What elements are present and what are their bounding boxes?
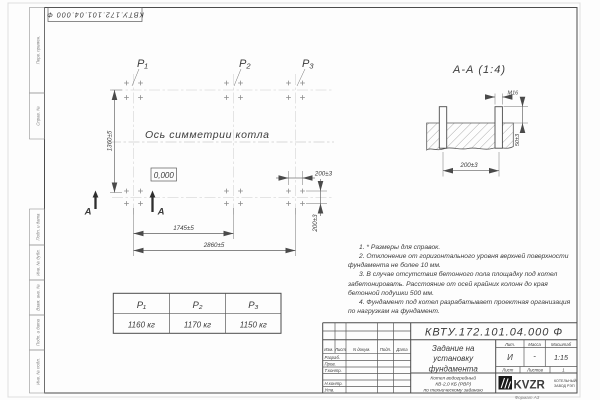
lit-value: И <box>507 353 513 362</box>
load-table-value-p1: 1160 кг <box>127 320 155 330</box>
product-line3: по техническому заданию <box>423 388 483 394</box>
margin-label-inv-podl: Инв. № подл. <box>35 358 41 385</box>
load-table <box>113 293 281 333</box>
drawing-title-line2: установку <box>433 354 474 364</box>
note-2: 2. Отклонение от горизонтального уровня верхней поверхности фундамента не более 10 мм. <box>348 253 569 270</box>
product-line1: Котел водогрейный <box>430 376 477 382</box>
margin-stamps <box>30 8 45 394</box>
foundation-plan <box>84 58 334 256</box>
scale-value: 1:15 <box>554 353 568 362</box>
svg-text:1360±5: 1360±5 <box>106 130 114 152</box>
plan-label-p2: P₂ <box>239 58 251 70</box>
section-view <box>427 64 528 177</box>
anchor-bolt-right <box>495 107 502 149</box>
svg-text:200±3: 200±3 <box>312 214 319 232</box>
drawing-title-line3: фундамента <box>428 364 478 374</box>
margin-label-podp-data-1: Подп. и дата <box>35 213 41 241</box>
logo-text: KVZR <box>513 379 545 392</box>
product-line2: КВ-2,0 КБ (РВР) <box>435 382 472 388</box>
load-table-header-p2: P₂ <box>192 300 203 311</box>
note-1: 1. * Размеры для справок. <box>359 244 441 251</box>
load-table-value-p3: 1150 кг <box>239 320 267 330</box>
section-cut-marks <box>84 191 165 218</box>
format-label: Формат А3 <box>514 394 540 400</box>
title-block <box>323 323 577 400</box>
anchor-bolt-marks <box>124 81 305 206</box>
section-letter-right: А <box>157 206 165 218</box>
drawing-title-line1: Задание на <box>431 343 475 353</box>
notes-block <box>348 243 579 316</box>
plan-label-p3: P₃ <box>302 58 314 70</box>
svg-text:50±3: 50±3 <box>515 133 521 147</box>
row-prov: Пров. <box>324 361 336 367</box>
dim-200-section <box>443 152 499 177</box>
section-title: А-А (1:4) <box>453 64 507 76</box>
load-table-value-p2: 1170 кг <box>183 320 212 330</box>
section-letter-left: А <box>84 206 92 218</box>
sheets-value: 1 <box>562 367 565 373</box>
plan-label-p1: P₁ <box>137 58 148 70</box>
anchor-bolt-left <box>439 107 446 149</box>
svg-text:200±3: 200±3 <box>460 162 478 170</box>
col-izm: Изм. <box>324 346 334 352</box>
margin-label-sprav-n: Справ. № <box>35 106 41 126</box>
note-4: 4. Фундамент под котел разрабатывает проектная организация по нагрузкам на фундамент. <box>348 298 571 316</box>
sheets-label: Листов <box>527 367 543 373</box>
row-tkontr: Т.контр. <box>324 368 342 374</box>
title-block-doc-number: КВТУ.172.101.04.000 Ф <box>424 326 564 339</box>
dim-200-horizontal <box>276 171 333 186</box>
thread-label: М16 <box>507 90 519 97</box>
margin-label-podp-data-2: Подп. и дата <box>35 319 41 346</box>
svg-text:200±3: 200±3 <box>314 170 333 178</box>
row-utv: Утв. <box>324 387 335 393</box>
elevation-mark: 0,000 <box>153 170 174 180</box>
mass-label: Масса <box>528 341 541 347</box>
top-doc-number: КВТУ.172.101.04.000 Ф <box>46 10 144 20</box>
svg-text:1745±5: 1745±5 <box>173 225 194 232</box>
col-podp: Подп. <box>379 346 392 352</box>
col-list: Лист <box>334 346 347 352</box>
top-doc-number-box <box>46 8 144 22</box>
lit-label: Лит. <box>504 341 516 347</box>
scale-label: Масштаб <box>550 341 572 347</box>
note-3: 3. В случае отсутствия бетонного пола площадку под котел забетонировать. Расстояние от осей крайних колонн до края бетонной подушки 500 мм. <box>348 271 558 297</box>
margin-label-perv-primen: Перв. примен. <box>35 35 41 65</box>
logo-sub-line1: КОТЕЛЬНЫЙ <box>554 379 577 383</box>
dim-1360 <box>107 90 123 193</box>
sheet-label: Лист <box>502 367 514 373</box>
company-logo <box>499 376 577 391</box>
logo-sub-line2: ЗАВОД РЭП <box>554 384 575 388</box>
symmetry-axis-caption: Ось симметрии котла <box>145 129 270 141</box>
dim-200-vertical <box>306 179 327 233</box>
load-table-header-p3: P₃ <box>248 300 259 311</box>
load-table-header-p1: P₁ <box>136 300 147 311</box>
row-razrab: Разраб. <box>324 355 341 360</box>
svg-text:2860±5: 2860±5 <box>203 242 225 249</box>
col-data: Дата <box>396 346 408 352</box>
margin-label-vzam-inv: Взам. инв. № <box>35 284 41 311</box>
row-nkontr: Н.контр. <box>324 381 343 387</box>
margin-label-inv-dubl: Инв. № дубл. <box>35 249 41 276</box>
dim-m16 <box>487 91 519 105</box>
mass-value: - <box>533 351 536 361</box>
col-doc: N докум. <box>353 346 371 352</box>
